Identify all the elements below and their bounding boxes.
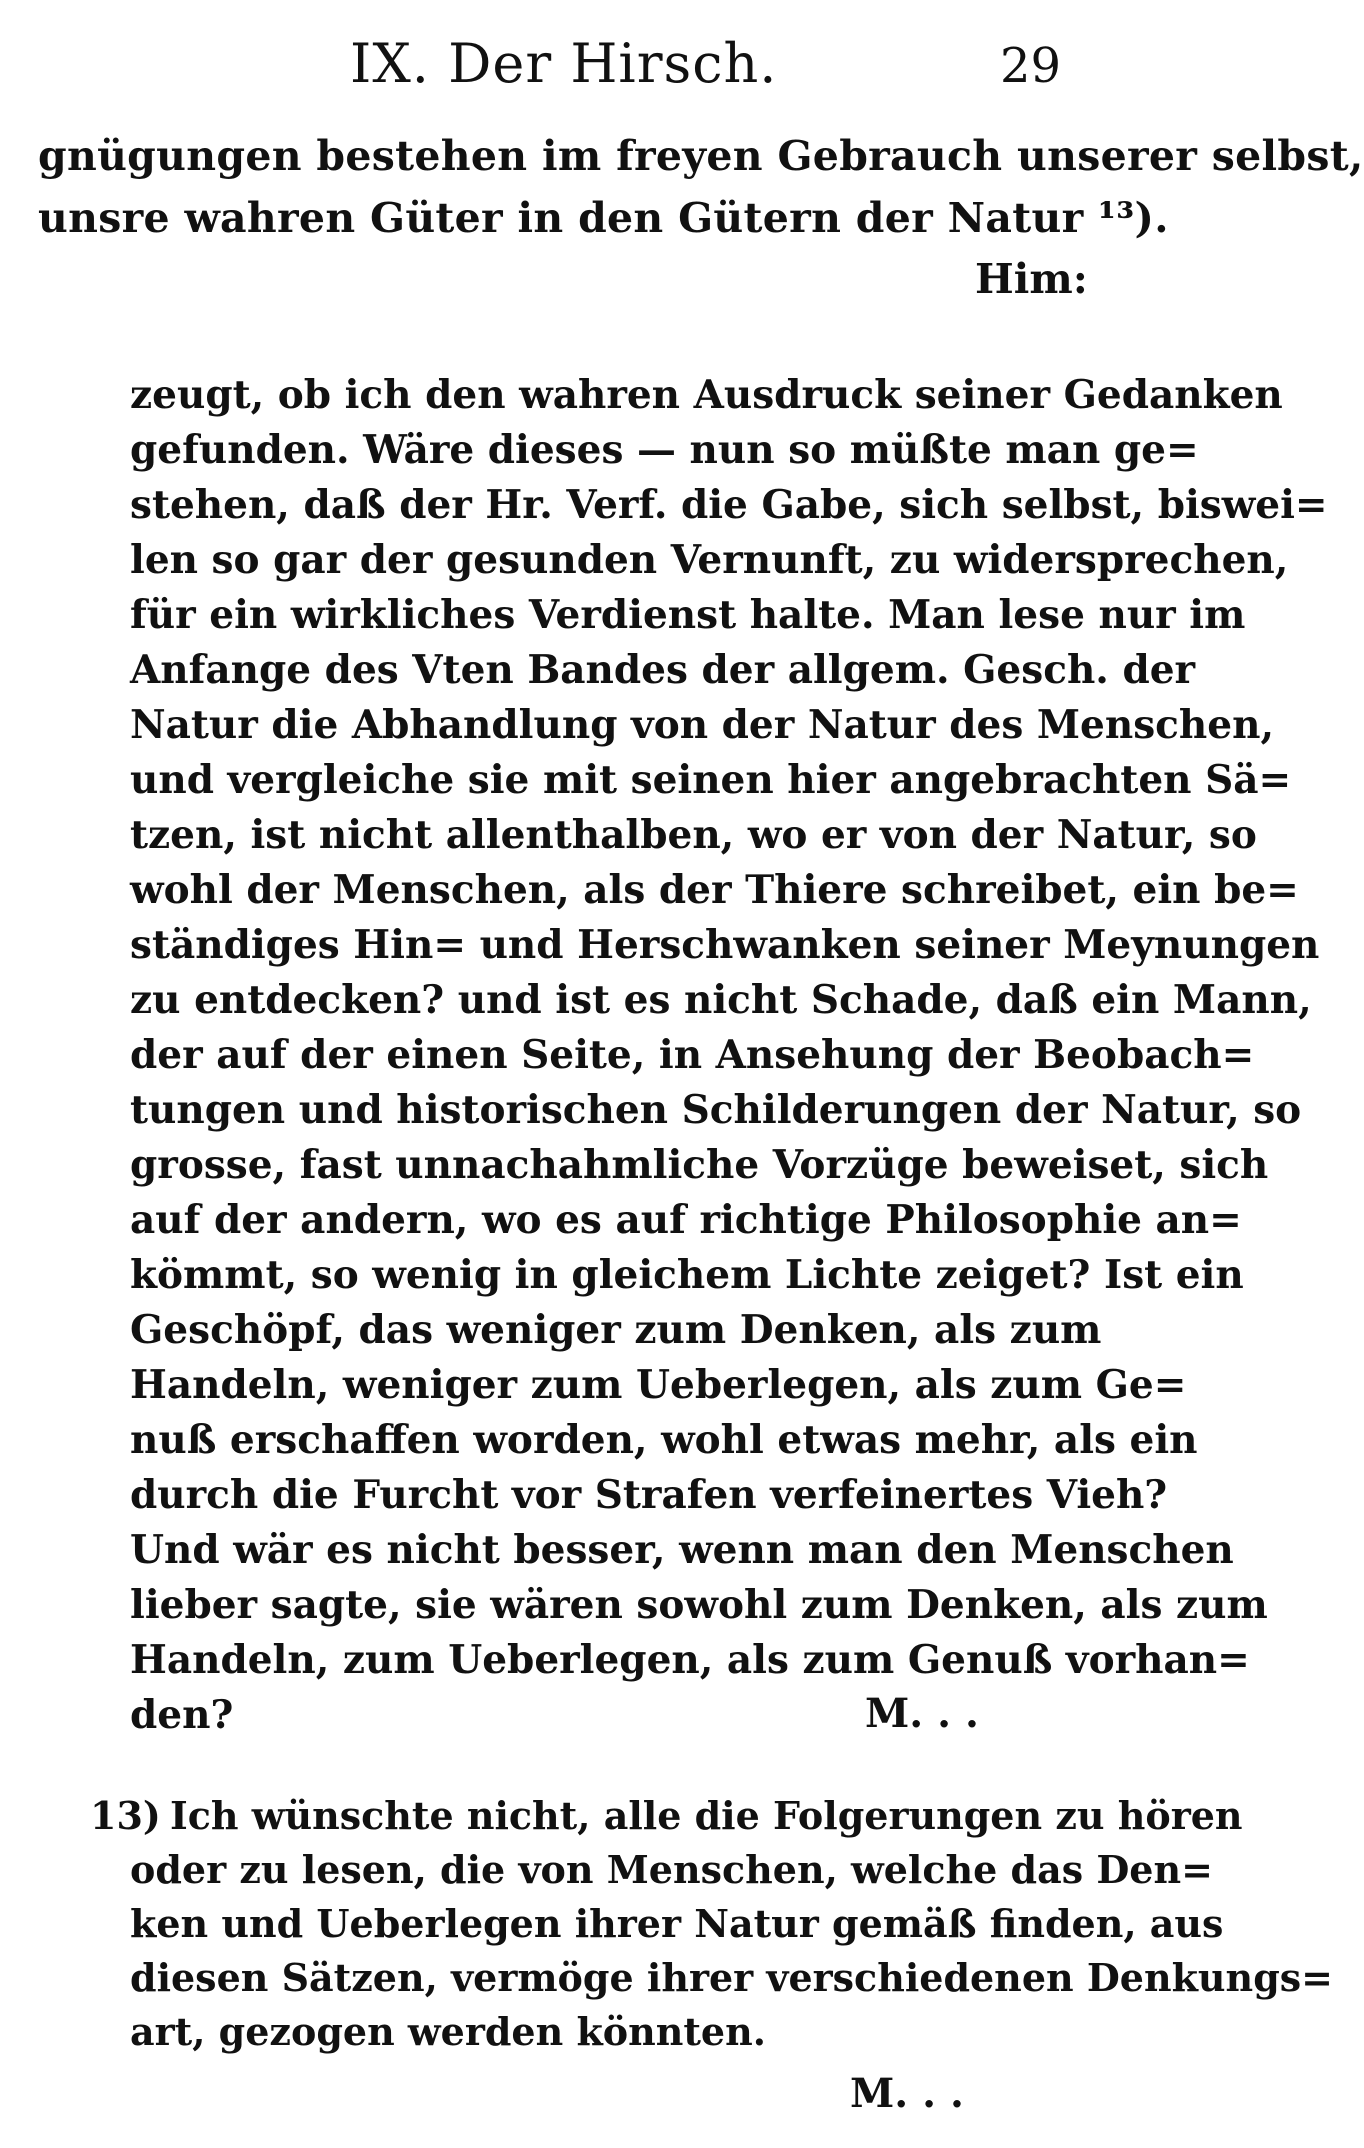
footnote-line: oder zu lesen, die von Menschen, welche das Den=: [130, 1847, 1213, 1892]
main-text-line: gnügungen bestehen im freyen Gebrauch unserer selbst,: [38, 132, 1364, 180]
note-line: stehen, daß der Hr. Verf. die Gabe, sich selbst, biswei=: [130, 482, 1328, 528]
note-line: wohl der Menschen, als der Thiere schreibet, ein be=: [130, 867, 1299, 913]
chapter-heading: IX. Der Hirsch.: [350, 32, 778, 95]
page-header: [0, 32, 1132, 102]
note-line: durch die Furcht vor Strafen verfeinertes Vieh?: [130, 1472, 1168, 1518]
note-line: tungen und historischen Schilderungen der Natur, so: [130, 1087, 1302, 1133]
note-line: Natur die Abhandlung von der Natur des Menschen,: [130, 702, 1275, 748]
note-line: ständiges Hin= und Herschwanken seiner Meynungen: [130, 922, 1320, 968]
main-text-line: unsre wahren Güter in den Gütern der Natur ¹³).: [38, 194, 1169, 242]
footnote-line: ken und Ueberlegen ihrer Natur gemäß finden, aus: [130, 1901, 1224, 1946]
footnote-line: diesen Sätzen, vermöge ihrer verschiedenen Denkungs=: [130, 1955, 1333, 2000]
note-line: Anfange des Vten Bandes der allgem. Gesch. der: [130, 647, 1196, 693]
note-line: Geschöpf, das weniger zum Denken, als zum: [130, 1307, 1102, 1353]
note-line: der auf der einen Seite, in Ansehung der Beobach=: [130, 1032, 1255, 1078]
note-line: len so gar der gesunden Vernunft, zu widersprechen,: [130, 537, 1289, 583]
note-line: den?: [130, 1692, 234, 1738]
note-line: nuß erschaffen worden, wohl etwas mehr, als ein: [130, 1417, 1198, 1463]
note-line: grosse, fast unnachahmliche Vorzüge beweiset, sich: [130, 1142, 1269, 1188]
footnote-number: 13): [90, 1793, 161, 1838]
note-line: lieber sagte, sie wären sowohl zum Denken, als zum: [130, 1582, 1268, 1628]
note-line: zu entdecken? und ist es nicht Schade, daß ein Mann,: [130, 977, 1312, 1023]
footnote-line: art, gezogen werden könnten.: [130, 2009, 766, 2054]
note-line: und vergleiche sie mit seinen hier angebrachten Sä=: [130, 757, 1292, 803]
note-line: Und wär es nicht besser, wenn man den Menschen: [130, 1527, 1234, 1573]
footnote-signature: M. . .: [850, 2070, 964, 2117]
note-line: für ein wirkliches Verdienst halte. Man lese nur im: [130, 592, 1246, 638]
note-line: gefunden. Wäre dieses — nun so müßte man ge=: [130, 427, 1199, 473]
catchword: Him:: [975, 255, 1088, 303]
page-number: 29: [1000, 38, 1062, 94]
note-line: Handeln, zum Ueberlegen, als zum Genuß vorhan=: [130, 1637, 1250, 1683]
note-line: zeugt, ob ich den wahren Ausdruck seiner Gedanken: [130, 372, 1283, 418]
note-signature: M. . .: [865, 1690, 979, 1737]
footnote-line: Ich wünschte nicht, alle die Folgerungen zu hören: [170, 1793, 1243, 1838]
note-line: auf der andern, wo es auf richtige Philosophie an=: [130, 1197, 1242, 1243]
note-line: kömmt, so wenig in gleichem Lichte zeiget? Ist ein: [130, 1252, 1244, 1298]
note-line: Handeln, weniger zum Ueberlegen, als zum Ge=: [130, 1362, 1187, 1408]
note-line: tzen, ist nicht allenthalben, wo er von der Natur, so: [130, 812, 1257, 858]
